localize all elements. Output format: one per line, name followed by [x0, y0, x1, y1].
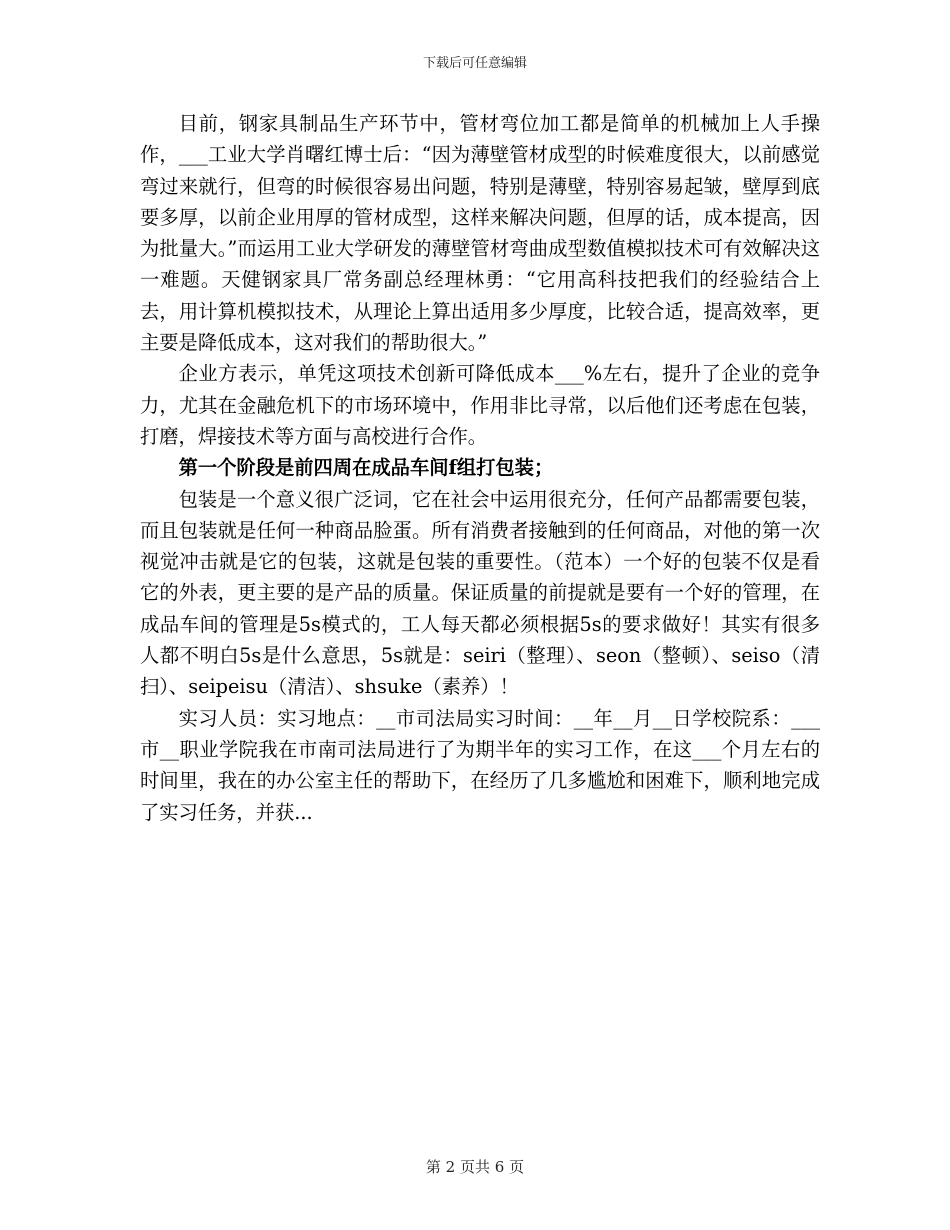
paragraph-packaging: 包装是一个意义很广泛词，它在社会中运用很充分，任何产品都需要包装，而且包装就是任何一种商品脸蛋。所有消费者接触到的任何商品，对他的第一次视觉冲击就是它的包装，这就是包装的重要性。（范本）一个好的包装不仅是看它的外表，更主要的是产品的质量。保证质量的前提就是要有一个好的管理，在成品车间的管理是5s模式的，工人每天都必须根据5s的要求做好！其实有很多人都不明白5s是什么意思，5s就是：seiri（整理）、seon（整顿）、seiso（清扫）、seipeisu（清洁）、shsuke（素养）！ [140, 487, 820, 699]
section-heading-stage-one: 第一个阶段是前四周在成品车间f组打包装； [178, 456, 554, 480]
page-footer: 第 2 页共 6 页 [425, 1158, 525, 1176]
document-body [140, 108, 820, 828]
paragraph-internship: 实习人员：实习地点：__市司法局实习时间：__年__月__日学校院系：___市__职业学院我在市南司法局进行了为期半年的实习工作，在这___个月左右的时间里，我在的办公室主任的帮助下，在经历了几多尴尬和困难下，顺利地完成了实习任务，并获... [140, 706, 820, 824]
paragraph-cost-reduction: 企业方表示，单凭这项技术创新可降低成本___%左右，提升了企业的竞争力，尤其在金融危机下的市场环境中，作用非比寻常，以后他们还考虑在包装，打磨，焊接技术等方面与高校进行合作。 [140, 362, 820, 448]
paragraph-steel-furniture: 目前，钢家具制品生产环节中，管材弯位加工都是简单的机械加上人手操作，___工业大学肖曙红博士后：“因为薄壁管材成型的时候难度很大，以前感觉弯过来就行，但弯的时候很容易出问题，特别是薄壁，特别容易起皱，壁厚到底要多厚，以前企业用厚的管材成型，这样来解决问题，但厚的话，成本提高，因为批量大。”而运用工业大学研发的薄壁管材弯曲成型数值模拟技术可有效解决这一难题。天健钢家具厂常务副总经理林勇：“它用高科技把我们的经验结合上去，用计算机模拟技术，从理论上算出适用多少厚度，比较合适，提高效率，更主要是降低成本，这对我们的帮助很大。” [140, 112, 820, 355]
page-header: 下载后可任意编辑 [422, 56, 527, 71]
